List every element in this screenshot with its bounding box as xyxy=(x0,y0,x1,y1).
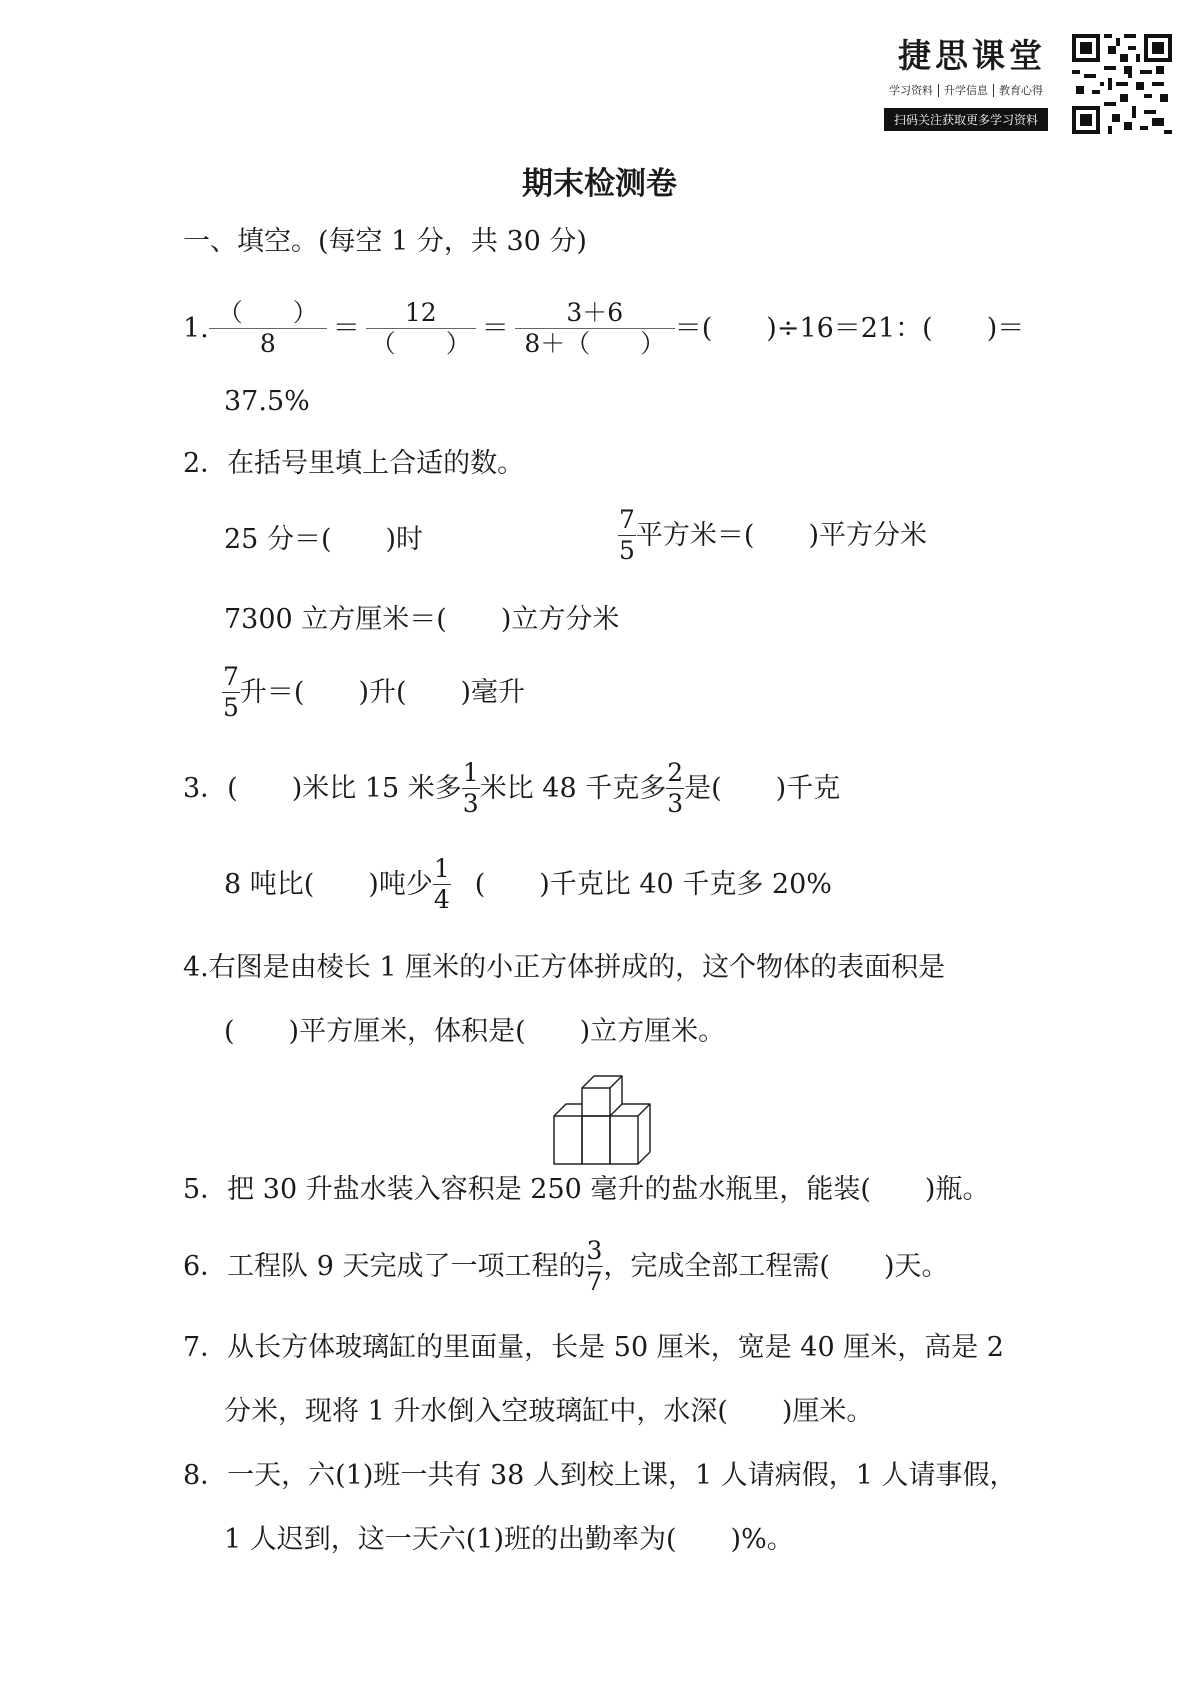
q3-c-numerator: 1 xyxy=(433,854,450,883)
question-3-line1 xyxy=(183,758,840,819)
q2-item-d xyxy=(222,662,525,723)
q6-post: ，完成全部工程需( )天。 xyxy=(603,1250,949,1282)
page-title: 期末检测卷 xyxy=(522,166,677,202)
q3-a-numerator: 1 xyxy=(462,758,479,787)
question-6 xyxy=(183,1236,949,1297)
q3-b-fraction xyxy=(666,758,684,819)
q2-b-numerator: 7 xyxy=(619,505,635,534)
q1-fraction-a-numerator: （ ） xyxy=(217,298,318,327)
q1-fraction-b-denominator: （ ） xyxy=(366,328,476,359)
q1-tail: ＝( )÷16＝21：( )＝ xyxy=(674,312,1025,344)
q3-c-fraction xyxy=(433,854,451,915)
q1-fraction-a-denominator: 8 xyxy=(209,328,327,359)
q3-b-denominator: 3 xyxy=(667,789,684,818)
q1-fraction-a xyxy=(209,298,327,359)
question-7-line2: 分米，现将 1 升水倒入空玻璃缸中，水深( )厘米。 xyxy=(224,1396,874,1427)
q2-item-a: 25 分＝( )时 xyxy=(224,524,424,555)
q3-a-fraction xyxy=(462,758,480,819)
q2-d-denominator: 5 xyxy=(223,693,239,722)
brand-tag: 升学信息 xyxy=(939,84,994,97)
qr-code-icon[interactable] xyxy=(1072,34,1172,134)
brand-tags xyxy=(884,82,1048,98)
brand-tag: 学习资料 xyxy=(884,84,939,97)
q1-equals-2: ＝ xyxy=(481,312,509,344)
q3-c-post: ( )千克比 40 千克多 20% xyxy=(474,868,832,900)
q3-c-denominator: 4 xyxy=(433,885,450,914)
q1-line2: 37.5% xyxy=(224,386,310,417)
question-8-line1: 8．一天，六(1)班一共有 38 人到校上课，1 人请病假，1 人请事假， xyxy=(183,1460,1017,1491)
cube-figure xyxy=(550,1072,660,1168)
q3-a-mid: 米比 48 千克多 xyxy=(479,772,667,804)
q6-pre: 6．工程队 9 天完成了一项工程的 xyxy=(183,1250,586,1282)
question-2-label: 2．在括号里填上合适的数。 xyxy=(183,448,525,479)
q2-d-numerator: 7 xyxy=(223,662,239,691)
section-heading: 一、填空。(每空 1 分，共 30 分) xyxy=(183,226,587,257)
q6-denominator: 7 xyxy=(586,1267,603,1296)
brand-name: 捷思课堂 xyxy=(898,36,1046,75)
question-8-line2: 1 人迟到，这一天六(1)班的出勤率为( )%。 xyxy=(224,1524,794,1555)
q1-fraction-c-denominator: 8＋（ ） xyxy=(515,328,675,359)
question-3-line2 xyxy=(224,854,832,915)
q6-fraction xyxy=(586,1236,604,1297)
q2-d-text: 升＝( )升( )毫升 xyxy=(239,676,526,708)
question-5: 5．把 30 升盐水装入容积是 250 毫升的盐水瓶里，能装( )瓶。 xyxy=(183,1174,990,1205)
q3-b-post: 是( )千克 xyxy=(684,772,841,804)
question-4-line2: ( )平方厘米，体积是( )立方厘米。 xyxy=(224,1016,726,1047)
q1-fraction-b-numerator: 12 xyxy=(404,298,437,327)
question-4-line1: 4.右图是由棱长 1 厘米的小正方体拼成的，这个物体的表面积是 xyxy=(183,952,946,983)
q1-equals-1: ＝ xyxy=(332,312,360,344)
q3-b-numerator: 2 xyxy=(667,758,684,787)
q2-b-fraction xyxy=(618,505,636,566)
q1-fraction-c xyxy=(515,298,675,359)
brand-banner: 扫码关注获取更多学习资料 xyxy=(884,108,1048,131)
q2-b-denominator: 5 xyxy=(619,536,635,565)
q1-fraction-b xyxy=(366,298,476,359)
brand-tag: 教育心得 xyxy=(999,84,1043,97)
q1-fraction-c-numerator: 3＋6 xyxy=(566,298,624,327)
q2-d-fraction xyxy=(222,662,240,723)
q1-label: 1. xyxy=(183,312,209,344)
q3-c-pre: 8 吨比( )吨少 xyxy=(224,868,433,900)
question-1-line1 xyxy=(183,298,1024,359)
q2-b-text: 平方米＝( )平方分米 xyxy=(635,519,927,551)
q2-item-b xyxy=(618,505,927,566)
q2-item-c: 7300 立方厘米＝( )立方分米 xyxy=(224,604,620,635)
q6-numerator: 3 xyxy=(586,1236,603,1265)
question-7-line1: 7．从长方体玻璃缸的里面量，长是 50 厘米，宽是 40 厘米，高是 2 xyxy=(183,1332,1004,1363)
q3-a-pre: 3．( )米比 15 米多 xyxy=(183,772,462,804)
q3-a-denominator: 3 xyxy=(462,789,479,818)
